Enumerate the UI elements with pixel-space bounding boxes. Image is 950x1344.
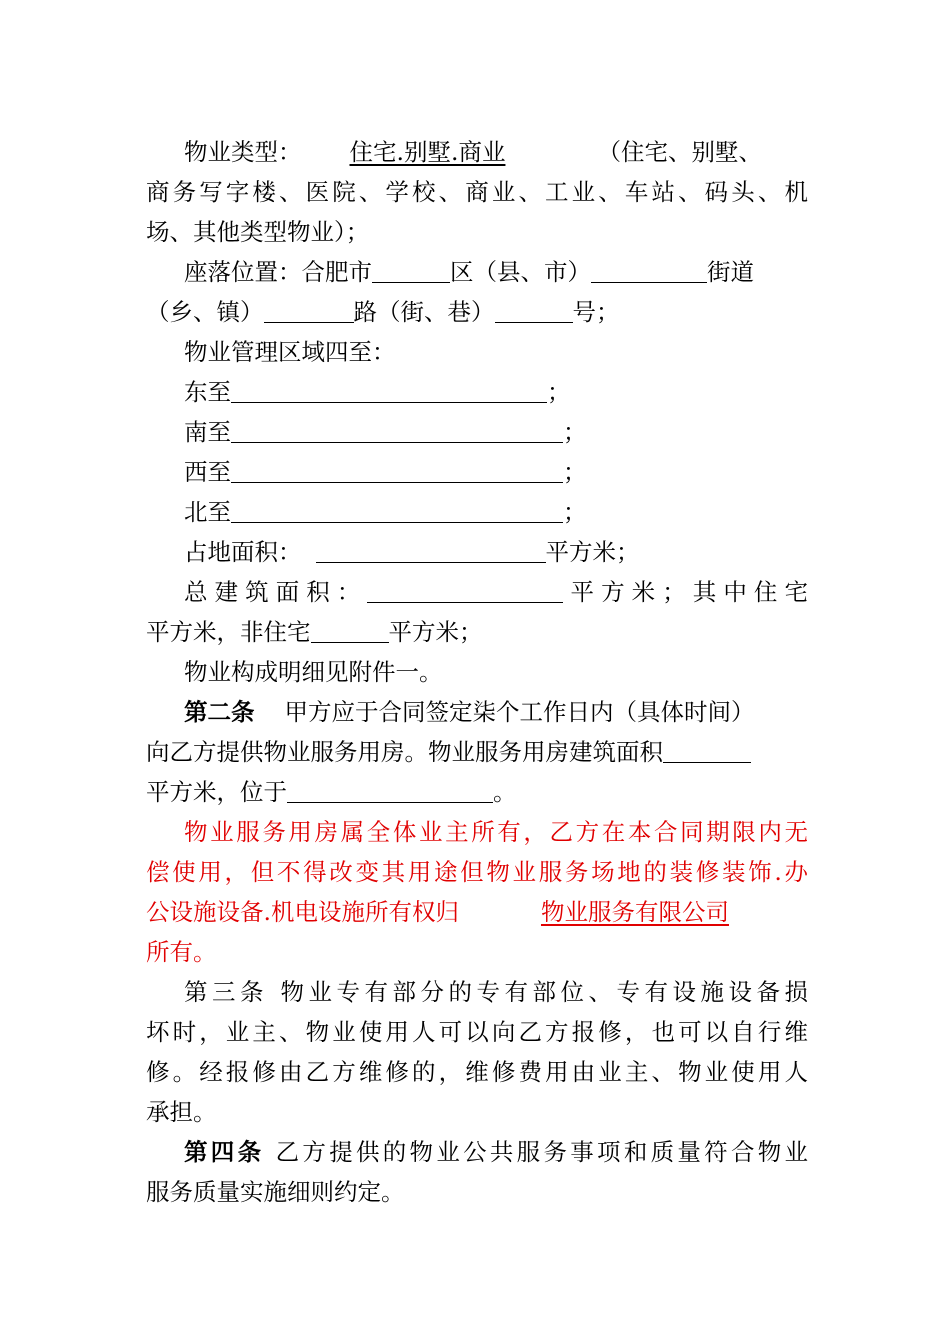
road-blank [264,296,354,323]
owner-company: 物业服务有限公司 [540,898,729,926]
article-2-line-3: 平方米，位于 。 [146,778,517,806]
property-type-line: 物业类型： 住宅.别墅.商业 （住宅、别墅、 [184,138,762,166]
article-3-line-3: 修。经报修由乙方维修的，维修费用由业主、物业使用人 [146,1058,808,1086]
location-line: 座落位置：合肥市 区（县、市） 街道 [184,258,754,286]
property-type-value: 住宅.别墅.商业 [349,138,506,166]
red-clause-line-3: 公设施设备.机电设施所有权归 物业服务有限公司 [146,898,729,926]
red-clause-line-4: 所有。 [146,938,217,966]
land-area-line: 占地面积： 平方米； [184,538,640,566]
article-3-line-1: 第三条 物业专有部分的专有部位、专有设施设备损 [184,978,808,1006]
boundary-heading: 物业管理区域四至： [184,338,396,366]
total-area-line: 总建筑面积： 平方米；其中住宅 [184,578,809,606]
red-clause-line-2: 偿使用，但不得改变其用途但物业服务场地的装修装饰.办 [146,858,808,886]
east-boundary: 东至 ； [184,378,571,406]
property-detail-note: 物业构成明细见附件一。 [184,658,443,686]
district-blank [372,256,450,283]
article-3-heading: 第三条 [184,978,268,1006]
article-4-heading: 第四条 [184,1138,265,1166]
property-type-options-end: 场、其他类型物业）； [146,218,370,246]
article-2-heading: 第二条 [184,698,255,726]
property-type-options: 商务写字楼、医院、学校、商业、工业、车站、码头、机 [146,178,808,206]
total-area-line-2: 平方米，非住宅 平方米； [146,618,483,646]
red-clause-line-1: 物业服务用房属全体业主所有，乙方在本合同期限内无 [184,818,808,846]
number-blank [495,296,573,323]
location-line-2: （乡、镇） 路（街、巷） 号； [146,298,620,326]
article-4-line-2: 服务质量实施细则约定。 [146,1178,405,1206]
north-boundary: 北至 ； [184,498,587,526]
article-2-line-1: 第二条 甲方应于合同签定柒个工作日内（具体时间） [184,698,755,726]
article-4-line-1: 第四条 乙方提供的物业公共服务事项和质量符合物业 [184,1138,809,1166]
article-3-line-4: 承担。 [146,1098,217,1126]
south-boundary: 南至 ； [184,418,587,446]
article-2-line-2: 向乙方提供物业服务用房。物业服务用房建筑面积 [146,732,808,772]
west-boundary: 西至 ； [184,458,587,486]
article-3-line-2: 坏时，业主、物业使用人可以向乙方报修，也可以自行维 [146,1018,808,1046]
street-blank [591,256,707,283]
